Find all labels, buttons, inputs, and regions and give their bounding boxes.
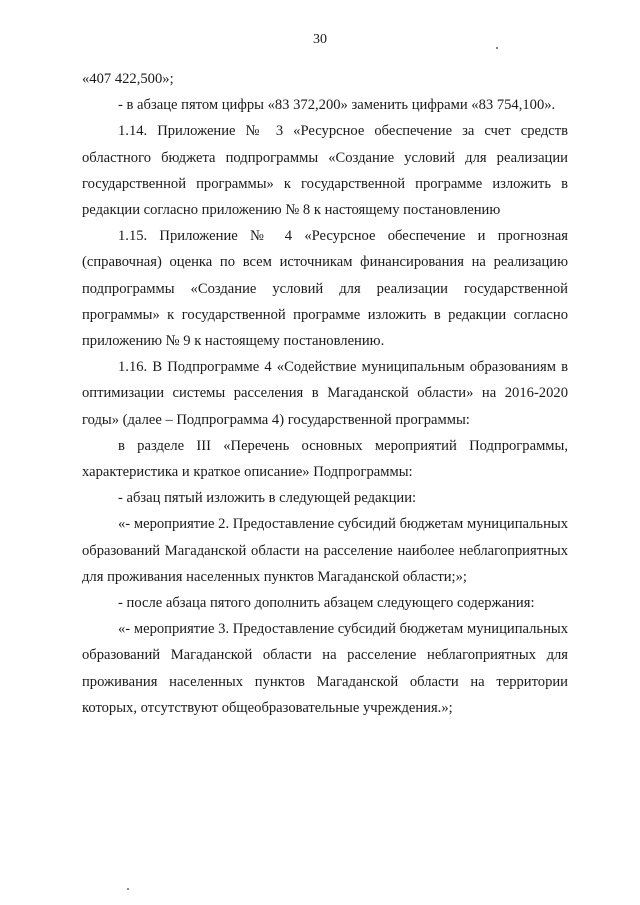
scan-speck [127,888,129,890]
paragraph-1-16: 1.16. В Подпрограмме 4 «Содействие муниципальным образованиям в оптимизации системы расселения в Магаданской области» на 2016-2020 годы» (далее – Подпрограмма 4) государственной программы: [82,359,568,428]
paragraph-replace-figures: - в абзаце пятом цифры «83 372,200» заменить цифрами «83 754,100». [118,97,556,114]
document-body [82,66,568,721]
paragraph-fifth-abzac: - абзац пятый изложить в следующей редакции: [118,490,417,507]
page-number: 30 [313,32,327,47]
scan-speck [496,47,498,49]
paragraph-1-15: 1.15. Приложение № 4 «Ресурсное обеспечение и прогнозная (справочная) оценка по всем источникам финансирования на реализацию подпрограммы «Создание условий для реализации государственной программы» к государственной программе изложить в редакции согласно приложению № 9 к настоящему постановлению. [82,228,568,350]
paragraph-measure-2: «- мероприятие 2. Предоставление субсидий бюджетам муниципальных образований Магаданской области на расселение наиболее неблагоприятных для проживания населенных пунктов Магаданской области;»; [82,516,568,585]
paragraph-add-abzac: - после абзаца пятого дополнить абзацем следующего содержания: [118,595,535,612]
paragraph-section-iii: в разделе III «Перечень основных мероприятий Подпрограммы, характеристика и краткое описание» Подпрограммы: [82,437,568,481]
paragraph-measure-3: «- мероприятие 3. Предоставление субсидий бюджетам муниципальных образований Магаданской области на расселение неблагоприятных для проживания населенных пунктов Магаданской области на территории которых, отсутствуют общеобразовательные учреждения.»; [82,621,568,716]
paragraph-1-14: 1.14. Приложение № 3 «Ресурсное обеспечение за счет средств областного бюджета подпрограммы «Создание условий для реализации государственной программы» к государственной программе изложить в редакции согласно приложению № 8 к настоящему постановлению [82,123,568,219]
paragraph-amount: «407 422,500»; [82,71,174,87]
